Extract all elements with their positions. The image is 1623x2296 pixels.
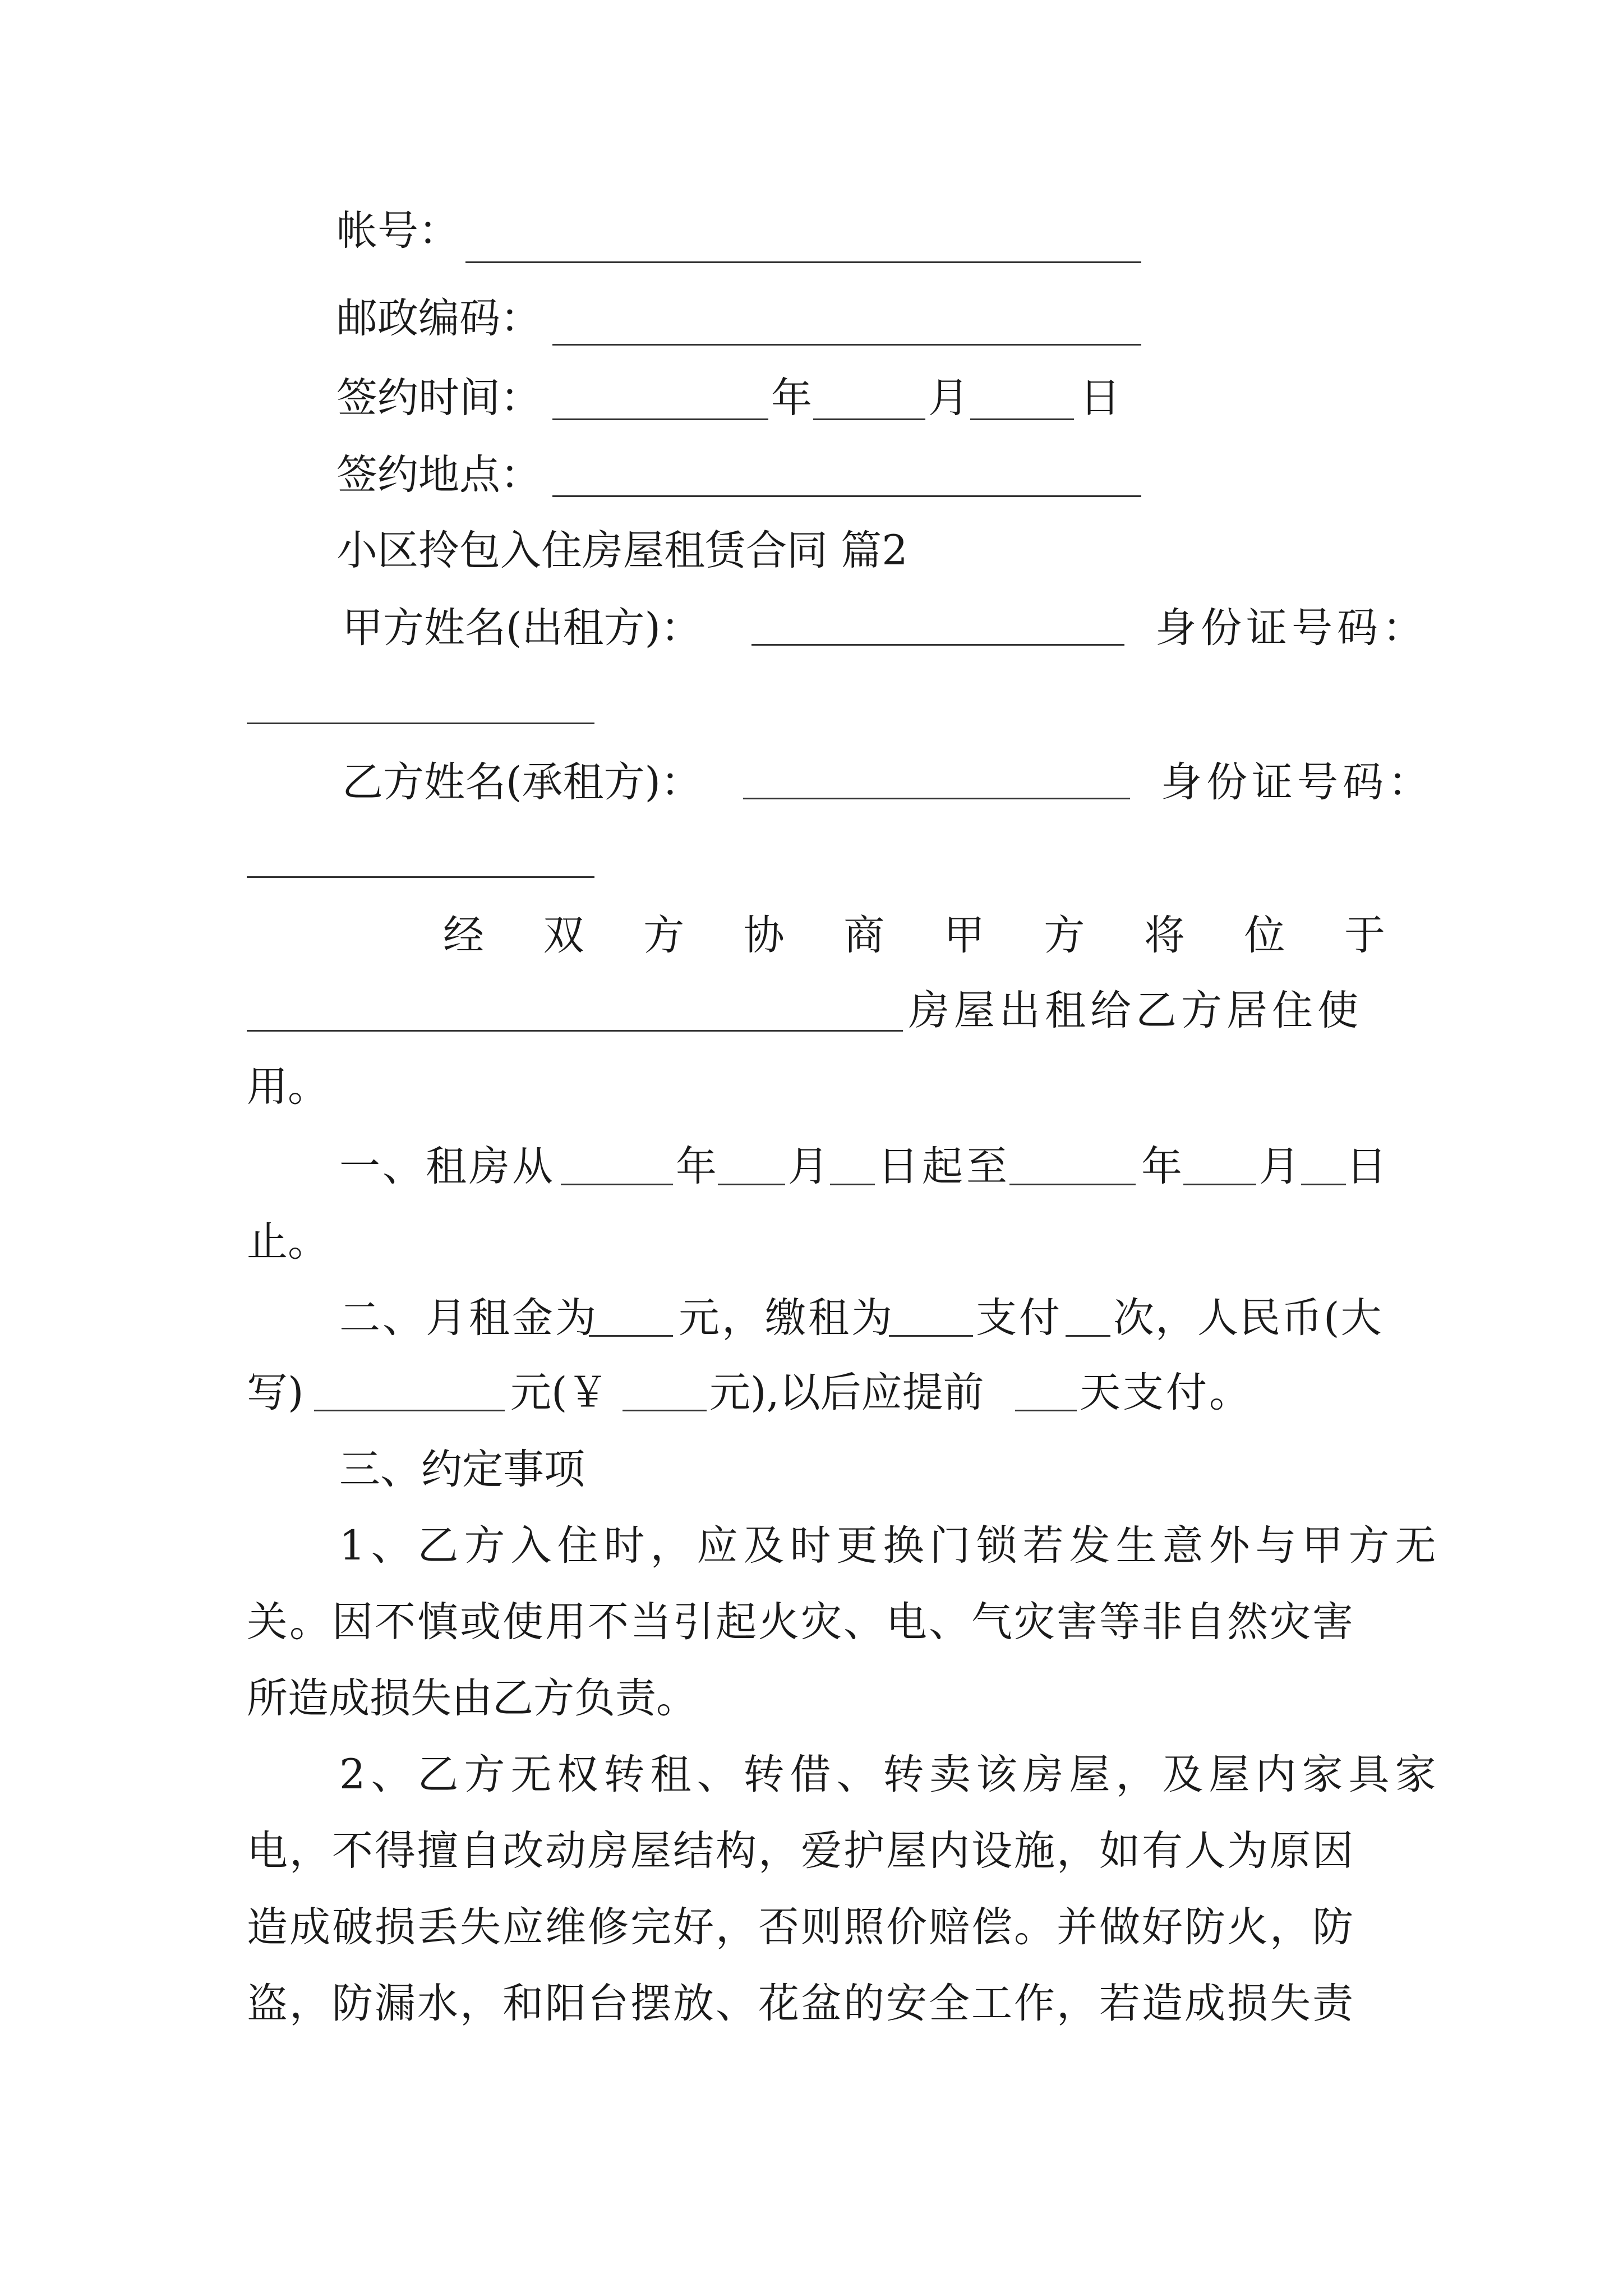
sign-place-label: 签约地点： xyxy=(336,451,541,499)
postcode-row xyxy=(336,291,541,347)
agreement-char: 于 xyxy=(1344,912,1385,959)
item2-line-1: 2、乙方无权转租、转借、转卖该房屋，及屋内家具家 xyxy=(339,1751,1442,1798)
party-a-name-blank xyxy=(751,644,1124,646)
clause2-line2-b: 元(￥ xyxy=(510,1369,608,1416)
clause1-end-month-blank xyxy=(1183,1184,1256,1185)
agreement-spread-line xyxy=(443,908,1385,964)
clause2-yuan-text: 元，缴租为 xyxy=(679,1294,895,1342)
clause1-start-month-unit: 月 xyxy=(788,1143,829,1190)
clause1-end-day-blank xyxy=(1301,1184,1346,1185)
clause1-end-day-unit: 日 xyxy=(1346,1143,1387,1190)
clause2-amount-blank xyxy=(623,1410,707,1411)
clause1-start-year-unit: 年 xyxy=(676,1143,717,1190)
clause2-capital-blank xyxy=(314,1410,505,1411)
item1-line-1: 1、乙方入住时，应及时更换门锁若发生意外与甲方无 xyxy=(339,1522,1442,1570)
clause1-end-text: 止。 xyxy=(247,1218,329,1266)
clause2-times-text: 次，人民币(大 xyxy=(1113,1294,1383,1342)
clause2-pay-text: 支付 xyxy=(976,1294,1062,1342)
clause1-start-month-blank xyxy=(718,1184,785,1185)
item2-line-2: 电，不得擅自改动房屋结构，爱护屋内设施，如有人为原因 xyxy=(247,1827,1355,1875)
item2-line-4: 盗，防漏水，和阳台摆放、花盆的安全工作，若造成损失责 xyxy=(247,1980,1355,2027)
postcode-blank xyxy=(552,344,1141,346)
agreement-char: 甲 xyxy=(943,912,985,959)
sign-day-blank xyxy=(970,418,1074,420)
clause2-prefix: 二、月租金为 xyxy=(339,1294,598,1342)
clause2-rent-blank xyxy=(589,1335,673,1337)
agreement-char: 位 xyxy=(1244,912,1285,959)
clause1-end-year-blank xyxy=(1009,1184,1136,1185)
sign-place-blank xyxy=(552,495,1141,497)
sign-time-label: 签约时间： xyxy=(336,374,541,422)
clause1-end-year-unit: 年 xyxy=(1141,1143,1182,1190)
account-blank xyxy=(465,261,1141,263)
sign-year-unit: 年 xyxy=(771,374,812,422)
clause2-days-blank xyxy=(1015,1410,1077,1411)
item2-line-3: 造成破损丢失应维修完好，否则照价赔偿。并做好防火，防 xyxy=(247,1903,1355,1951)
item1-line-3: 所造成损失由乙方负责。 xyxy=(247,1674,697,1722)
agreement-char: 商 xyxy=(843,912,885,959)
agreement-char: 双 xyxy=(543,912,584,959)
sign-year-blank xyxy=(552,418,768,420)
party-a-label: 甲方姓名(出租方)： xyxy=(342,604,702,652)
agreement-char: 经 xyxy=(443,912,484,959)
postcode-label: 邮政编码： xyxy=(336,295,541,342)
item1-line-2: 关。因不慎或使用不当引起火灾、电、气灾害等非自然灾害 xyxy=(247,1598,1355,1646)
sign-month-unit: 月 xyxy=(928,374,969,422)
party-b-name-blank xyxy=(743,798,1130,799)
agreement-char: 将 xyxy=(1144,912,1185,959)
clause1-prefix: 一、租房从 xyxy=(339,1143,555,1190)
agreement-char: 协 xyxy=(743,912,785,959)
sign-time-row xyxy=(336,370,541,426)
party-a-id-label: 身份证号码： xyxy=(1155,604,1428,652)
house-address-blank xyxy=(247,1030,903,1032)
clause2-line2-c: 元),以后应提前 xyxy=(709,1369,984,1416)
account-row xyxy=(336,203,459,259)
clause3-title: 三、约定事项 xyxy=(339,1446,585,1493)
party-a-id-blank xyxy=(247,723,594,724)
party-b-id-label: 身份证号码： xyxy=(1161,758,1433,806)
sign-month-blank xyxy=(813,418,925,420)
clause1-start-year-blank xyxy=(561,1184,673,1185)
account-label: 帐号： xyxy=(336,207,459,255)
sign-place-row xyxy=(336,447,541,503)
clause1-start-day-blank xyxy=(830,1184,875,1185)
house-rent-text: 房屋出租给乙方居住使 xyxy=(909,987,1363,1034)
clause2-line2-d: 天支付。 xyxy=(1080,1369,1252,1416)
clause1-from-text: 日起至 xyxy=(878,1143,1011,1190)
section-title: 小区拎包入住房屋租赁合同 篇2 xyxy=(336,527,908,574)
clause2-line2-a: 写) xyxy=(247,1369,304,1416)
party-b-label: 乙方姓名(承租方)： xyxy=(342,758,702,806)
party-b-id-blank xyxy=(247,876,594,878)
sign-day-unit: 日 xyxy=(1080,374,1121,422)
agreement-char: 方 xyxy=(1044,912,1085,959)
clause2-period-blank xyxy=(889,1335,973,1337)
clause2-times-blank xyxy=(1066,1335,1110,1337)
clause1-end-month-unit: 月 xyxy=(1259,1143,1300,1190)
agreement-char: 方 xyxy=(643,912,685,959)
use-text: 用。 xyxy=(247,1063,329,1111)
